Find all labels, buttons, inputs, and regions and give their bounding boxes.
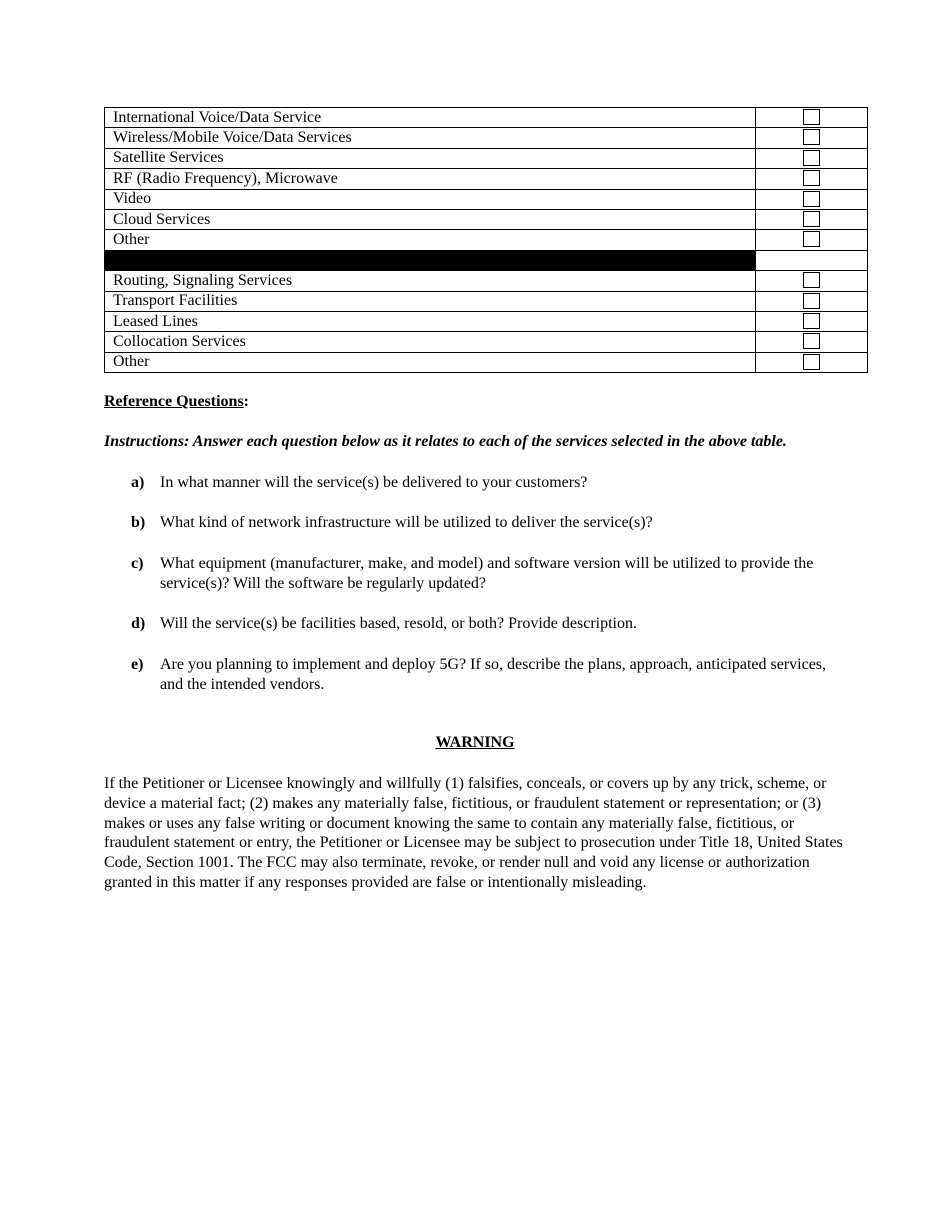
service-label: Other: [105, 352, 756, 372]
service-checkbox[interactable]: [803, 231, 820, 247]
service-label: RF (Radio Frequency), Microwave: [105, 169, 756, 189]
question-text: What equipment (manufacturer, make, and model) and software version will be utilized to provide the service(s)? Will the software be regularly updated?: [160, 555, 814, 592]
checkbox-cell: [756, 148, 868, 168]
question-text: In what manner will the service(s) be delivered to your customers?: [160, 474, 588, 491]
table-row: [105, 189, 868, 209]
service-checkbox[interactable]: [803, 354, 820, 370]
checkbox-cell: [756, 311, 868, 331]
reference-title-colon: :: [243, 393, 249, 410]
service-checkbox[interactable]: [803, 293, 820, 309]
checkbox-cell: [756, 271, 868, 291]
service-label: International Voice/Data Service: [105, 108, 756, 128]
table-row: [105, 108, 868, 128]
checkbox-cell: [756, 189, 868, 209]
services-table: [104, 107, 868, 373]
table-row: [105, 311, 868, 331]
service-label: Other: [105, 230, 756, 250]
table-row: [105, 209, 868, 229]
question-e: [131, 655, 851, 695]
checkbox-cell: [756, 209, 868, 229]
redacted-header-cell: [105, 250, 756, 270]
table-row: [105, 271, 868, 291]
checkbox-cell: [756, 352, 868, 372]
question-letter: b): [131, 514, 146, 531]
table-row: [105, 148, 868, 168]
empty-cell: [756, 250, 868, 270]
table-row: [105, 352, 868, 372]
question-letter: c): [131, 555, 144, 572]
service-label: Routing, Signaling Services: [105, 271, 756, 291]
table-row: [105, 332, 868, 352]
question-letter: e): [131, 656, 144, 673]
checkbox-cell: [756, 108, 868, 128]
service-checkbox[interactable]: [803, 211, 820, 227]
service-label: Video: [105, 189, 756, 209]
question-d: [131, 614, 851, 634]
table-row: [105, 169, 868, 189]
reference-questions-title: Reference Questions: [104, 393, 244, 410]
question-text: What kind of network infrastructure will be utilized to deliver the service(s)?: [160, 514, 653, 531]
service-checkbox[interactable]: [803, 170, 820, 186]
question-b: [131, 513, 851, 533]
question-letter: a): [131, 474, 145, 491]
service-label: Wireless/Mobile Voice/Data Services: [105, 128, 756, 148]
service-checkbox[interactable]: [803, 109, 820, 125]
service-checkbox[interactable]: [803, 313, 820, 329]
question-text: Are you planning to implement and deploy 5G? If so, describe the plans, approach, anticipated services, and the intended vendors.: [160, 656, 827, 693]
checkbox-cell: [756, 230, 868, 250]
checkbox-cell: [756, 128, 868, 148]
service-label: Collocation Services: [105, 332, 756, 352]
service-checkbox[interactable]: [803, 272, 820, 288]
question-text: Will the service(s) be facilities based, resold, or both? Provide description.: [160, 615, 637, 632]
checkbox-cell: [756, 291, 868, 311]
table-row: [105, 291, 868, 311]
instructions-text: Instructions: Answer each question below as it relates to each of the services selected in the above table.: [104, 433, 787, 450]
table-row: [105, 128, 868, 148]
reference-questions-heading: [104, 393, 249, 411]
table-row: [105, 230, 868, 250]
service-checkbox[interactable]: [803, 191, 820, 207]
service-label: Cloud Services: [105, 209, 756, 229]
warning-paragraph: If the Petitioner or Licensee knowingly and willfully (1) falsifies, conceals, or covers up by any trick, scheme, or device a material fact; (2) makes any materially false, fictitious, or fraudulent statement or representation; or (3) makes or uses any false writing or document knowing the same to contain any materially false, fictitious, or fraudulent statement or entry, the Petitioner or Licensee may be subject to prosecution under Title 18, United States Code, Section 1001. The FCC may also terminate, revoke, or render null and void any license or authorization granted in this matter if any responses provided are false or intentionally misleading.: [104, 775, 843, 891]
service-label: Transport Facilities: [105, 291, 756, 311]
service-checkbox[interactable]: [803, 333, 820, 349]
service-label: Satellite Services: [105, 148, 756, 168]
service-checkbox[interactable]: [803, 129, 820, 145]
service-label: Leased Lines: [105, 311, 756, 331]
question-a: [131, 473, 851, 493]
service-checkbox[interactable]: [803, 150, 820, 166]
warning-heading: WARNING: [435, 734, 515, 751]
question-letter: d): [131, 615, 146, 632]
checkbox-cell: [756, 169, 868, 189]
checkbox-cell: [756, 332, 868, 352]
redacted-separator-row: [105, 250, 868, 270]
question-c: [131, 554, 851, 594]
